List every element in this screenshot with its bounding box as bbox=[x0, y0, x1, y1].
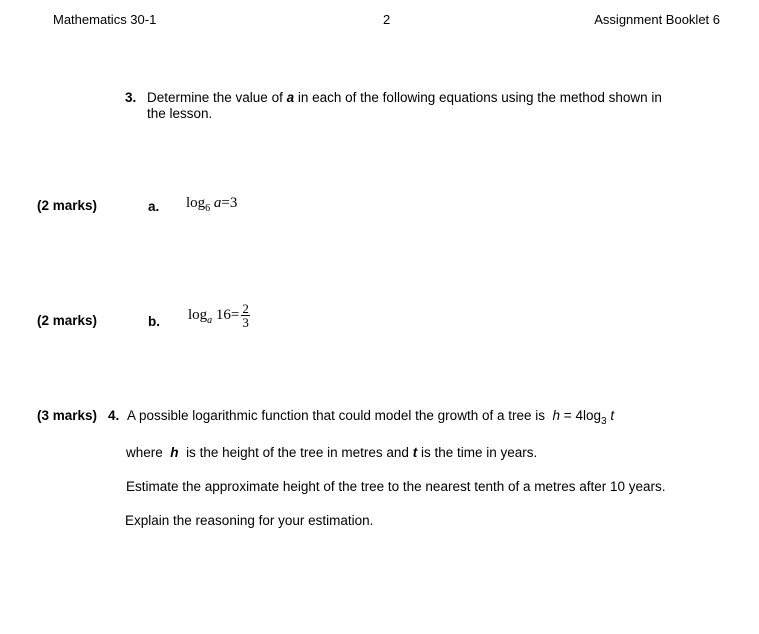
part-b-numerator: 2 bbox=[242, 301, 249, 316]
question-4-line3: Estimate the approximate height of the tree to the nearest tenth of a metres after 10 years. bbox=[126, 479, 666, 494]
line2-pre: where bbox=[126, 445, 163, 460]
question-3-prompt-line2: the lesson. bbox=[147, 106, 213, 121]
part-b-denominator: 3 bbox=[242, 315, 249, 330]
question-4-line4: Explain the reasoning for your estimation. bbox=[125, 513, 374, 528]
question-3-prompt bbox=[147, 90, 662, 105]
part-a-log: log bbox=[186, 195, 206, 211]
booklet-title: Assignment Booklet 6 bbox=[594, 12, 720, 27]
question-3-prompt-variable: a bbox=[286, 90, 295, 105]
question-3-prompt-pre: Determine the value of bbox=[147, 90, 283, 105]
part-a-equation bbox=[186, 195, 237, 214]
question-4-number: 4. bbox=[108, 408, 120, 423]
course-title: Mathematics 30-1 bbox=[53, 12, 157, 27]
part-b-log: log bbox=[188, 306, 208, 323]
part-a-equals: = bbox=[221, 195, 230, 211]
part-b-label: b. bbox=[148, 314, 160, 329]
part-a-base: 6 bbox=[205, 203, 211, 214]
part-b-marks: (2 marks) bbox=[37, 313, 98, 328]
part-a-rhs: 3 bbox=[229, 195, 238, 211]
function-coef-log: 4log bbox=[575, 408, 601, 423]
part-a-arg: a bbox=[213, 195, 222, 211]
function-h: h bbox=[552, 408, 561, 423]
line2-t: t bbox=[412, 445, 418, 460]
question-4-marks: (3 marks) bbox=[37, 408, 98, 423]
part-b-fraction bbox=[241, 302, 250, 329]
line2-h: h bbox=[170, 445, 179, 460]
question-4-function bbox=[549, 408, 615, 427]
question-3-number: 3. bbox=[125, 90, 137, 105]
question-3-prompt-post: in each of the following equations using the method shown in bbox=[297, 90, 662, 105]
question-4-line2 bbox=[126, 445, 537, 460]
function-equals: = bbox=[563, 408, 572, 423]
line2-mid: is the height of the tree in metres and bbox=[186, 445, 409, 460]
part-b-arg: 16 bbox=[215, 306, 231, 323]
function-base: 3 bbox=[600, 416, 607, 427]
question-4-line1-text: A possible logarithmic function that could model the growth of a tree is bbox=[127, 408, 545, 423]
part-a-label: a. bbox=[148, 199, 160, 214]
question-4-line1 bbox=[127, 408, 614, 427]
line2-post: is the time in years. bbox=[420, 445, 538, 460]
part-b-equals: = bbox=[230, 306, 240, 323]
page-number: 2 bbox=[383, 12, 391, 27]
part-b-equation bbox=[188, 302, 250, 329]
part-a-marks: (2 marks) bbox=[37, 198, 98, 213]
part-b-base: a bbox=[207, 314, 213, 326]
function-t: t bbox=[610, 408, 615, 423]
